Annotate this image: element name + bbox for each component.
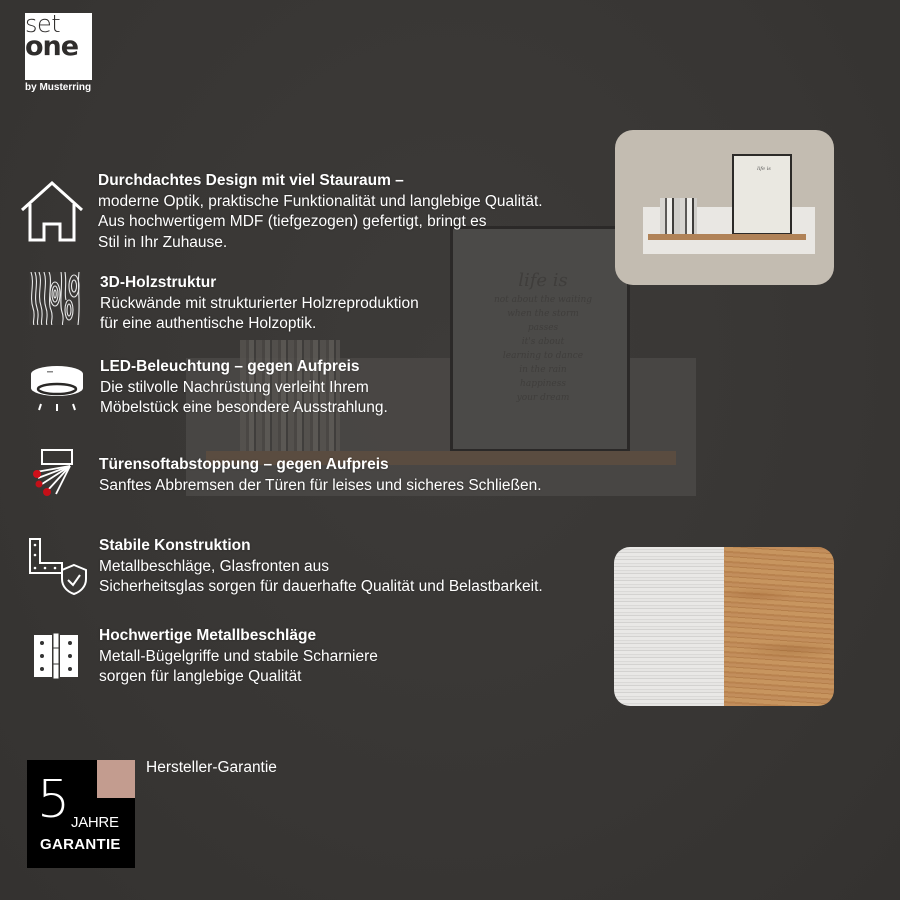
led-light-icon	[29, 364, 85, 412]
house-icon	[20, 180, 84, 244]
warranty-label: Hersteller-Garantie	[146, 759, 277, 776]
frame-script: life is	[757, 166, 771, 172]
warranty-years-unit: JAHRE	[71, 814, 119, 831]
feature-title: Durchdachtes Design mit viel Stauraum –	[98, 172, 404, 189]
feature-title: Türensoftabstoppung – gegen Aufpreis	[99, 456, 389, 473]
soft-close-door-icon	[28, 448, 74, 504]
swatch-white-wood	[614, 547, 724, 706]
warranty-word: GARANTIE	[40, 836, 121, 853]
books	[660, 198, 697, 234]
wood-grain-icon	[29, 272, 81, 325]
feature-title: 3D-Holzstruktur	[100, 274, 217, 291]
feature-text: 3D-Holzstruktur Rückwände mit strukturierter Holzreproduktion für eine authentische Holzoptik.	[100, 274, 419, 332]
color-swatch	[614, 547, 834, 706]
warranty-badge	[27, 760, 135, 868]
logo-text-set: set	[25, 10, 61, 38]
feature-text: Stabile Konstruktion Metallbeschläge, Glasfronten aus Sicherheitsglas sorgen für dauerhafte Qualität und Belastbarkeit.	[99, 537, 543, 595]
feature-title: LED-Beleuchtung – gegen Aufpreis	[100, 358, 360, 375]
warranty-accent-square	[97, 760, 135, 798]
logo-subtitle: by Musterring	[25, 82, 92, 93]
feature-text: LED-Beleuchtung – gegen Aufpreis Die stilvolle Nachrüstung verleiht Ihrem Möbelstück eine besondere Ausstrahlung.	[100, 358, 388, 416]
brand-logo	[25, 10, 92, 80]
hinge-icon	[34, 633, 78, 679]
background-frame-script: life is not about the waiting when the storm passes it's about learning to dance in the rain happiness your dream	[493, 270, 593, 403]
feature-text: Hochwertige Metallbeschläge Metall-Bügelgriffe und stabile Scharniere sorgen für langlebige Qualität	[99, 627, 378, 685]
picture-frame	[732, 154, 792, 235]
feature-text: Durchdachtes Design mit viel Stauraum – moderne Optik, praktische Funktionalität und langlebige Qualität. Aus hochwertigem MDF (tiefgezogen) gefertigt, bringt es Stil in Ihr Zuhause.	[98, 172, 543, 251]
shelf-ledge	[648, 234, 806, 240]
warranty-years-number: 5	[37, 770, 71, 830]
product-photo	[615, 130, 834, 285]
bracket-shield-icon	[28, 537, 88, 595]
logo-text-one: one	[25, 31, 79, 62]
feature-text: Türensoftabstoppung – gegen Aufpreis Sanftes Abbremsen der Türen für leises und sicheres Schließen.	[99, 456, 542, 494]
feature-title: Stabile Konstruktion	[99, 537, 251, 554]
swatch-oak-wood	[724, 547, 834, 706]
feature-title: Hochwertige Metallbeschläge	[99, 627, 317, 644]
background-picture-frame	[450, 226, 630, 452]
